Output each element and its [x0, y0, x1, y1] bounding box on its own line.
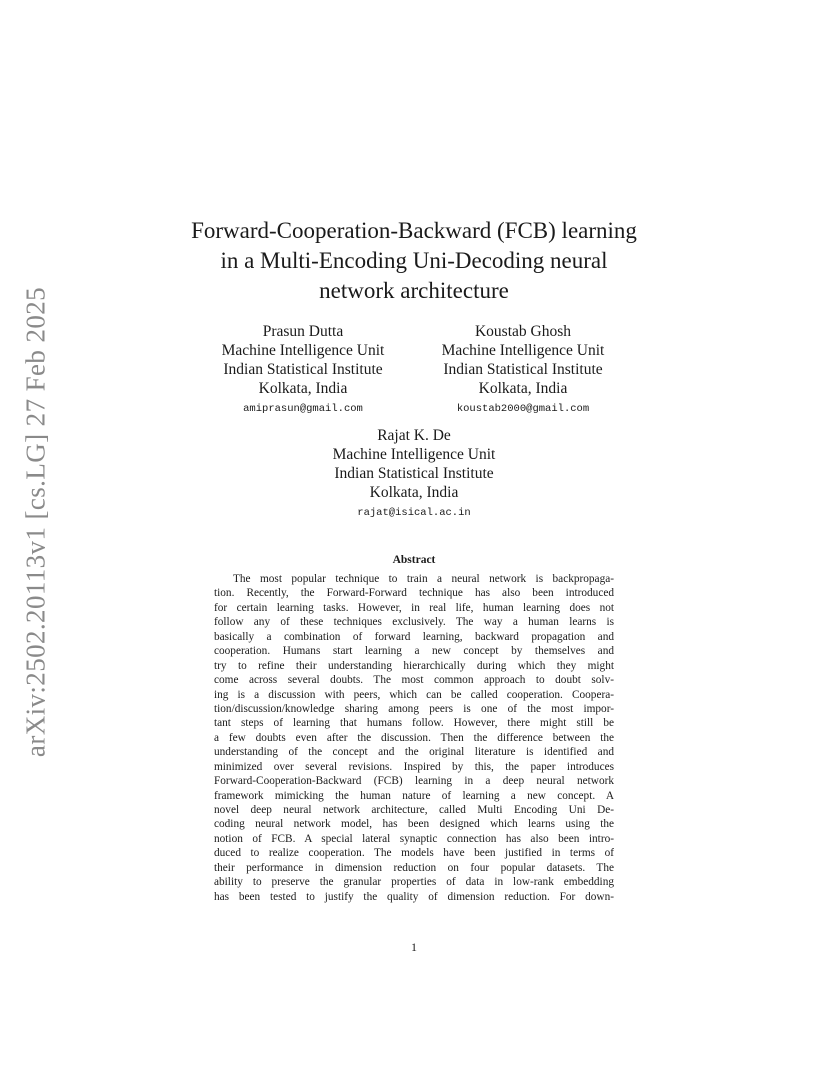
author-block-3 — [310, 426, 518, 520]
abstract-line: tion/discussion/knowledge sharing among peers is one of the most impor- — [214, 702, 614, 715]
author-block-1 — [198, 322, 408, 416]
author-block-2 — [418, 322, 628, 416]
abstract-line: minimized over several revisions. Inspired by this, the paper introduces — [214, 760, 614, 773]
abstract-line: has been tested to justify the quality of dimension reduction. For down- — [214, 890, 614, 903]
author-institute: Indian Statistical Institute — [334, 465, 494, 482]
abstract-heading: Abstract — [392, 554, 436, 566]
author-location: Kolkata, India — [478, 380, 568, 397]
author-institute: Indian Statistical Institute — [223, 361, 383, 378]
author-email[interactable]: amiprasun@gmail.com — [243, 403, 363, 415]
title-line: Forward-Cooperation-Backward (FCB) learning — [191, 218, 637, 243]
abstract-line: duced to realize cooperation. The models have been justified in terms of — [214, 847, 614, 860]
abstract-line: for certain learning tasks. However, in real life, human learning does not — [214, 601, 614, 614]
abstract-body — [214, 572, 614, 904]
author-unit: Machine Intelligence Unit — [221, 342, 385, 359]
page-number: 1 — [411, 940, 417, 954]
abstract-line: ability to preserve the granular properties of data in low-rank embedding — [214, 876, 614, 889]
author-name: Koustab Ghosh — [474, 323, 571, 340]
abstract-line: tion. Recently, the Forward-Forward technique has also been introduced — [214, 587, 614, 600]
author-location: Kolkata, India — [258, 380, 348, 397]
author-unit: Machine Intelligence Unit — [441, 342, 605, 359]
author-email[interactable]: rajat@isical.ac.in — [357, 507, 471, 519]
abstract-line: notion of FCB. A special lateral synaptic connection has also been intro- — [214, 832, 614, 845]
paper-title — [150, 216, 678, 306]
abstract-line: understanding of the concept and the original literature is identified and — [214, 746, 614, 759]
abstract-line: ing is a discussion with peers, which can be called cooperation. Coopera- — [214, 688, 614, 701]
abstract-line: framework mimicking the human nature of learning a new concept. A — [214, 789, 614, 802]
abstract-line: come across several doubts. The most common approach to doubt solv- — [214, 674, 614, 687]
title-line: network architecture — [319, 278, 509, 303]
abstract-line: a few doubts even after the discussion. Then the difference between the — [214, 731, 614, 744]
author-unit: Machine Intelligence Unit — [332, 446, 496, 463]
abstract-line: their performance in dimension reduction on four popular datasets. The — [214, 861, 614, 874]
abstract-line: try to refine their understanding hierarchically during which they might — [214, 659, 614, 672]
author-name: Rajat K. De — [377, 427, 451, 444]
title-line: in a Multi-Encoding Uni-Decoding neural — [220, 248, 608, 273]
arxiv-identifier-text: arXiv:2502.20113v1 [cs.LG] 27 Feb 2025 — [20, 286, 51, 758]
abstract-line: coding neural network model, has been designed which learns using the — [214, 818, 614, 831]
author-email[interactable]: koustab2000@gmail.com — [456, 403, 590, 415]
author-institute: Indian Statistical Institute — [443, 361, 603, 378]
abstract-line: Forward-Cooperation-Backward (FCB) learning in a deep neural network — [214, 775, 614, 788]
author-name: Prasun Dutta — [262, 323, 344, 340]
abstract-line: basically a combination of forward learning, backward propagation and — [214, 630, 614, 643]
author-location: Kolkata, India — [369, 484, 459, 501]
abstract-line: The most popular technique to train a neural network is backpropaga- — [233, 573, 614, 585]
abstract-line: follow any of these techniques exclusively. The way a human learns is — [214, 616, 614, 629]
abstract-line: cooperation. Humans start learning a new concept by themselves and — [214, 645, 614, 658]
abstract-line: tant steps of learning that humans follow. However, there might still be — [214, 717, 614, 730]
abstract-line: novel deep neural network architecture, called Multi Encoding Uni De- — [214, 804, 614, 816]
